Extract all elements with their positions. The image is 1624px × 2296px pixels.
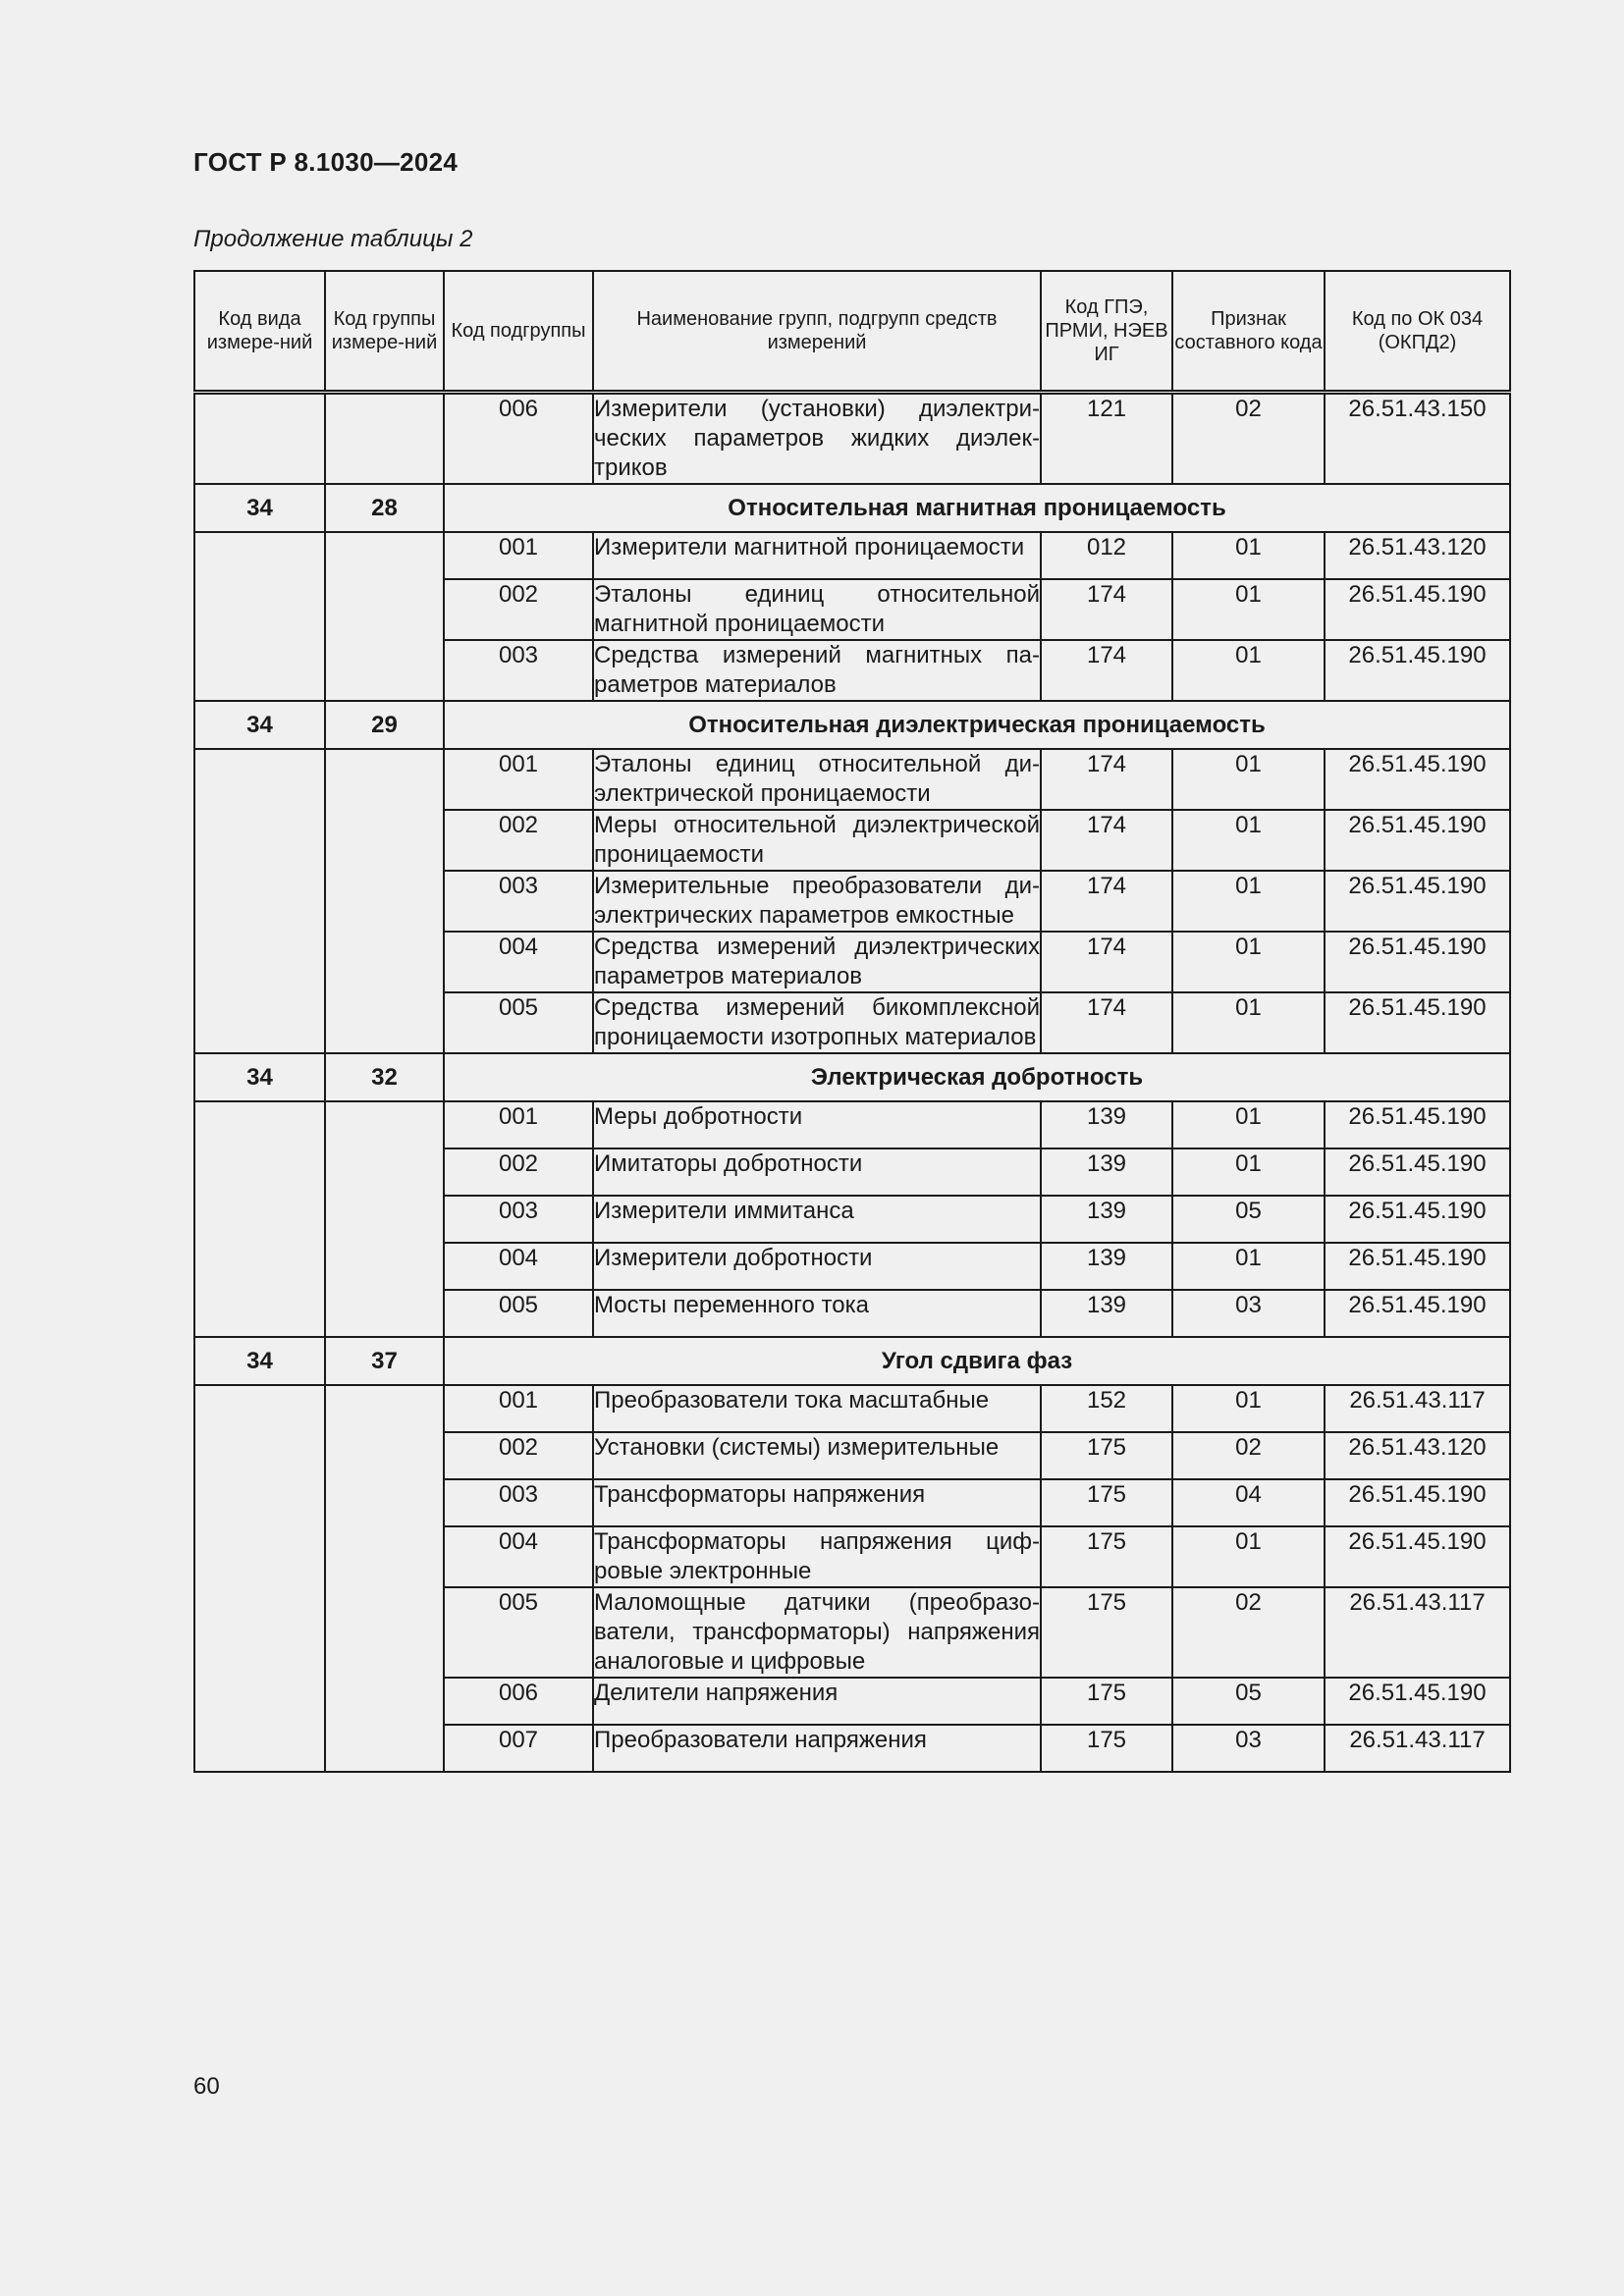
table-row <box>194 1385 1510 1432</box>
group-code: 37 <box>325 1337 444 1385</box>
table-row <box>194 749 1510 810</box>
okpd-code: 26.51.45.190 <box>1325 1678 1510 1725</box>
column-header-kind-code: Код вида измере-ний <box>194 271 325 393</box>
empty-group-cell <box>325 1385 444 1772</box>
composite-sign: 01 <box>1172 810 1325 871</box>
document-title: ГОСТ Р 8.1030—2024 <box>193 147 459 177</box>
composite-sign: 01 <box>1172 1243 1325 1290</box>
okpd-code: 26.51.45.190 <box>1325 1148 1510 1196</box>
group-header-row <box>194 1053 1510 1101</box>
composite-sign: 01 <box>1172 579 1325 640</box>
okpd-code: 26.51.45.190 <box>1325 992 1510 1053</box>
group-kind-code: 34 <box>194 1337 325 1385</box>
gpe-code: 121 <box>1041 393 1172 485</box>
okpd-code: 26.51.45.190 <box>1325 749 1510 810</box>
composite-sign: 03 <box>1172 1290 1325 1337</box>
empty-group-cell <box>325 749 444 1053</box>
subgroup-name: Средства измерений диэлектрических параметров материалов <box>593 932 1041 992</box>
gpe-code: 139 <box>1041 1148 1172 1196</box>
subgroup-code: 007 <box>444 1725 593 1772</box>
gpe-code: 139 <box>1041 1196 1172 1243</box>
subgroup-name: Установки (системы) измерительные <box>593 1432 1041 1479</box>
group-code: 28 <box>325 484 444 532</box>
subgroup-name: Делители напряжения <box>593 1678 1041 1725</box>
subgroup-name: Измерители иммитанса <box>593 1196 1041 1243</box>
subgroup-name: Эталоны единиц относительной диэлектрической проницаемости <box>593 749 1041 810</box>
subgroup-name: Средства измерений магнитных параметров материалов <box>593 640 1041 701</box>
classification-table <box>193 270 1511 1773</box>
column-header-gpe-code: Код ГПЭ, ПРМИ, НЭЕВ ИГ <box>1041 271 1172 393</box>
composite-sign: 02 <box>1172 1432 1325 1479</box>
group-header-row <box>194 484 1510 532</box>
group-title: Относительная магнитная проницаемость <box>444 484 1510 532</box>
subgroup-code: 005 <box>444 1290 593 1337</box>
subgroup-name: Преобразователи тока масштабные <box>593 1385 1041 1432</box>
group-kind-code: 34 <box>194 701 325 749</box>
group-code: 32 <box>325 1053 444 1101</box>
composite-sign: 01 <box>1172 749 1325 810</box>
gpe-code: 174 <box>1041 579 1172 640</box>
composite-sign: 05 <box>1172 1678 1325 1725</box>
okpd-code: 26.51.43.117 <box>1325 1587 1510 1678</box>
subgroup-code: 002 <box>444 1432 593 1479</box>
subgroup-code: 006 <box>444 1678 593 1725</box>
group-header-row <box>194 1337 1510 1385</box>
table-row <box>194 393 1510 485</box>
gpe-code: 175 <box>1041 1678 1172 1725</box>
composite-sign: 01 <box>1172 1101 1325 1148</box>
subgroup-code: 004 <box>444 1243 593 1290</box>
subgroup-name: Измерители (установки) диэлектрических параметров жидких диэлектриков <box>593 393 1041 485</box>
empty-kind-cell <box>194 1385 325 1772</box>
empty-kind-cell <box>194 532 325 701</box>
table-row <box>194 532 1510 579</box>
subgroup-code: 005 <box>444 1587 593 1678</box>
subgroup-name: Трансформаторы напряжения цифровые электронные <box>593 1526 1041 1587</box>
subgroup-code: 003 <box>444 1479 593 1526</box>
subgroup-code: 003 <box>444 871 593 932</box>
subgroup-name: Имитаторы добротности <box>593 1148 1041 1196</box>
okpd-code: 26.51.45.190 <box>1325 1526 1510 1587</box>
group-kind-code: 34 <box>194 484 325 532</box>
gpe-code: 174 <box>1041 640 1172 701</box>
subgroup-code: 002 <box>444 810 593 871</box>
subgroup-name: Меры относительной диэлектрической проницаемости <box>593 810 1041 871</box>
gpe-code: 175 <box>1041 1725 1172 1772</box>
okpd-code: 26.51.45.190 <box>1325 1290 1510 1337</box>
gpe-code: 174 <box>1041 932 1172 992</box>
okpd-code: 26.51.43.117 <box>1325 1385 1510 1432</box>
okpd-code: 26.51.43.120 <box>1325 532 1510 579</box>
composite-sign: 04 <box>1172 1479 1325 1526</box>
subgroup-name: Измерители магнитной проницаемости <box>593 532 1041 579</box>
empty-kind-cell <box>194 1101 325 1337</box>
gpe-code: 139 <box>1041 1101 1172 1148</box>
gpe-code: 174 <box>1041 749 1172 810</box>
okpd-code: 26.51.43.150 <box>1325 393 1510 485</box>
subgroup-name: Эталоны единиц относительной магнитной проницаемости <box>593 579 1041 640</box>
composite-sign: 01 <box>1172 1148 1325 1196</box>
column-header-subgroup-code: Код подгруппы <box>444 271 593 393</box>
group-title: Электрическая добротность <box>444 1053 1510 1101</box>
column-header-composite-sign: Признак составного кода <box>1172 271 1325 393</box>
composite-sign: 03 <box>1172 1725 1325 1772</box>
composite-sign: 02 <box>1172 393 1325 485</box>
subgroup-code: 004 <box>444 932 593 992</box>
page-number: 60 <box>193 2073 220 2100</box>
gpe-code: 175 <box>1041 1432 1172 1479</box>
subgroup-name: Измерительные преобразователи диэлектрических параметров емкостные <box>593 871 1041 932</box>
subgroup-name: Трансформаторы напряжения <box>593 1479 1041 1526</box>
empty-kind-cell <box>194 749 325 1053</box>
okpd-code: 26.51.43.117 <box>1325 1725 1510 1772</box>
okpd-code: 26.51.45.190 <box>1325 810 1510 871</box>
gpe-code: 174 <box>1041 871 1172 932</box>
subgroup-code: 006 <box>444 393 593 485</box>
subgroup-code: 003 <box>444 1196 593 1243</box>
composite-sign: 01 <box>1172 992 1325 1053</box>
group-kind-code: 34 <box>194 1053 325 1101</box>
empty-group-cell <box>325 532 444 701</box>
gpe-code: 139 <box>1041 1290 1172 1337</box>
subgroup-name: Маломощные датчики (преобразователи, трансформаторы) напряжения аналоговые и цифровые <box>593 1587 1041 1678</box>
subgroup-code: 003 <box>444 640 593 701</box>
group-header-row <box>194 701 1510 749</box>
composite-sign: 05 <box>1172 1196 1325 1243</box>
gpe-code: 152 <box>1041 1385 1172 1432</box>
gpe-code: 139 <box>1041 1243 1172 1290</box>
okpd-code: 26.51.45.190 <box>1325 640 1510 701</box>
gpe-code: 174 <box>1041 992 1172 1053</box>
composite-sign: 02 <box>1172 1587 1325 1678</box>
table-body <box>194 393 1510 1773</box>
composite-sign: 01 <box>1172 640 1325 701</box>
group-title: Относительная диэлектрическая проницаемость <box>444 701 1510 749</box>
gpe-code: 175 <box>1041 1526 1172 1587</box>
okpd-code: 26.51.45.190 <box>1325 1101 1510 1148</box>
column-header-group-code: Код группы измере-ний <box>325 271 444 393</box>
empty-group-cell <box>325 1101 444 1337</box>
subgroup-code: 005 <box>444 992 593 1053</box>
okpd-code: 26.51.45.190 <box>1325 871 1510 932</box>
subgroup-name: Преобразователи напряжения <box>593 1725 1041 1772</box>
composite-sign: 01 <box>1172 532 1325 579</box>
column-header-name: Наименование групп, подгрупп средств измерений <box>593 271 1041 393</box>
gpe-code: 175 <box>1041 1479 1172 1526</box>
subgroup-code: 004 <box>444 1526 593 1587</box>
okpd-code: 26.51.43.120 <box>1325 1432 1510 1479</box>
column-header-okpd-code: Код по ОК 034 (ОКПД2) <box>1325 271 1510 393</box>
okpd-code: 26.51.45.190 <box>1325 932 1510 992</box>
subgroup-code: 002 <box>444 579 593 640</box>
okpd-code: 26.51.45.190 <box>1325 1196 1510 1243</box>
composite-sign: 01 <box>1172 932 1325 992</box>
gpe-code: 175 <box>1041 1587 1172 1678</box>
composite-sign: 01 <box>1172 1385 1325 1432</box>
subgroup-name: Средства измерений бикомплексной проницаемости изотропных материалов <box>593 992 1041 1053</box>
subgroup-code: 001 <box>444 1101 593 1148</box>
subgroup-code: 002 <box>444 1148 593 1196</box>
group-code: 29 <box>325 701 444 749</box>
group-title: Угол сдвига фаз <box>444 1337 1510 1385</box>
subgroup-code: 001 <box>444 532 593 579</box>
gpe-code: 012 <box>1041 532 1172 579</box>
subgroup-name: Мосты переменного тока <box>593 1290 1041 1337</box>
subgroup-name: Измерители добротности <box>593 1243 1041 1290</box>
subgroup-code: 001 <box>444 1385 593 1432</box>
empty-kind-cell <box>194 393 325 485</box>
composite-sign: 01 <box>1172 1526 1325 1587</box>
gpe-code: 174 <box>1041 810 1172 871</box>
table-header-row <box>194 271 1510 393</box>
composite-sign: 01 <box>1172 871 1325 932</box>
table-caption: Продолжение таблицы 2 <box>193 226 473 252</box>
okpd-code: 26.51.45.190 <box>1325 1479 1510 1526</box>
subgroup-code: 001 <box>444 749 593 810</box>
okpd-code: 26.51.45.190 <box>1325 1243 1510 1290</box>
empty-group-cell <box>325 393 444 485</box>
subgroup-name: Меры добротности <box>593 1101 1041 1148</box>
table-row <box>194 1101 1510 1148</box>
okpd-code: 26.51.45.190 <box>1325 579 1510 640</box>
